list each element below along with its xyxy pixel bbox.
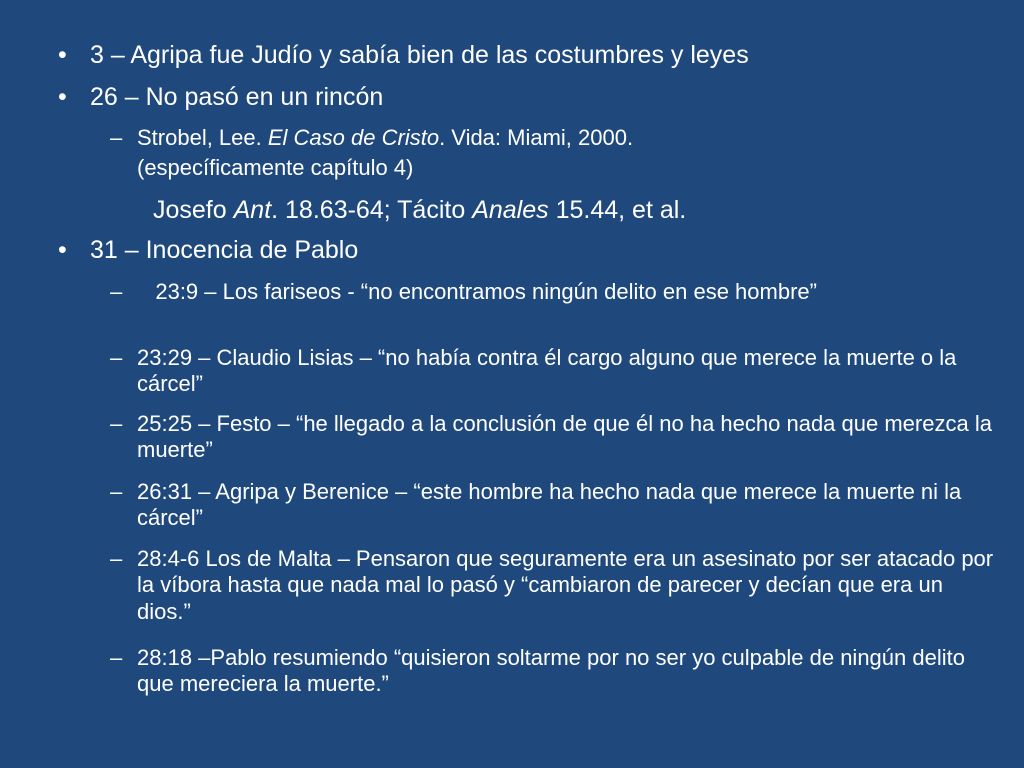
strobel-prefix: Strobel, Lee. [137, 125, 268, 150]
sub-text: 28:4-6 Los de Malta – Pensaron que seguramente era un asesinato por ser atacado por la víbora hasta que nada mal lo pasó y “cambiaron de parecer y decían que era un dios.” [137, 546, 994, 624]
strobel-book-title: El Caso de Cristo [267, 125, 440, 150]
bullet-text: 3 – Agripa fue Judío y sabía bien de las costumbres y leyes [90, 41, 749, 69]
josefo-suffix: 15.44, et al. [548, 196, 687, 224]
sub-text: 23:9 – Los fariseos - “no encontramos ningún delito en ese hombre” [137, 279, 817, 304]
dash-icon: – [110, 546, 123, 571]
bullet-dot-icon: • [58, 83, 67, 111]
josefo-prefix: Josefo [153, 196, 234, 224]
strobel-suffix: . Vida: Miami, 2000. [439, 125, 634, 150]
sub-text: 23:29 – Claudio Lisias – “no había contra él cargo alguno que merece la muerte o la cárcel” [137, 345, 957, 397]
bullet-dot-icon: • [58, 236, 67, 264]
bullet-text: 26 – No pasó en un rincón [90, 83, 384, 111]
dash-icon: – [110, 411, 123, 436]
strobel-line2: (específicamente capítulo 4) [137, 155, 414, 180]
bullet-dot-icon: • [58, 41, 67, 69]
dash-icon: – [110, 125, 123, 150]
josefo-text [153, 196, 686, 225]
josefo-ant: Ant [233, 196, 272, 224]
sub-text: 25:25 – Festo – “he llegado a la conclusión de que él no ha hecho nada que merezca la muerte” [137, 411, 992, 463]
dash-icon: – [110, 279, 123, 304]
josefo-mid: . 18.63-64; Tácito [271, 196, 473, 224]
dash-icon: – [110, 645, 123, 670]
bullet-text: 31 – Inocencia de Pablo [90, 236, 359, 264]
dash-icon: – [110, 345, 123, 370]
sub-text-strobel [137, 125, 997, 151]
sub-text: 28:18 –Pablo resumiendo “quisieron soltarme por no ser yo culpable de ningún delito que mereciera la muerte.” [137, 645, 965, 697]
dash-icon: – [110, 479, 123, 504]
tacito-anales: Anales [472, 196, 549, 224]
sub-text: 26:31 – Agripa y Berenice – “este hombre ha hecho nada que merece la muerte ni la cárcel” [137, 479, 962, 531]
